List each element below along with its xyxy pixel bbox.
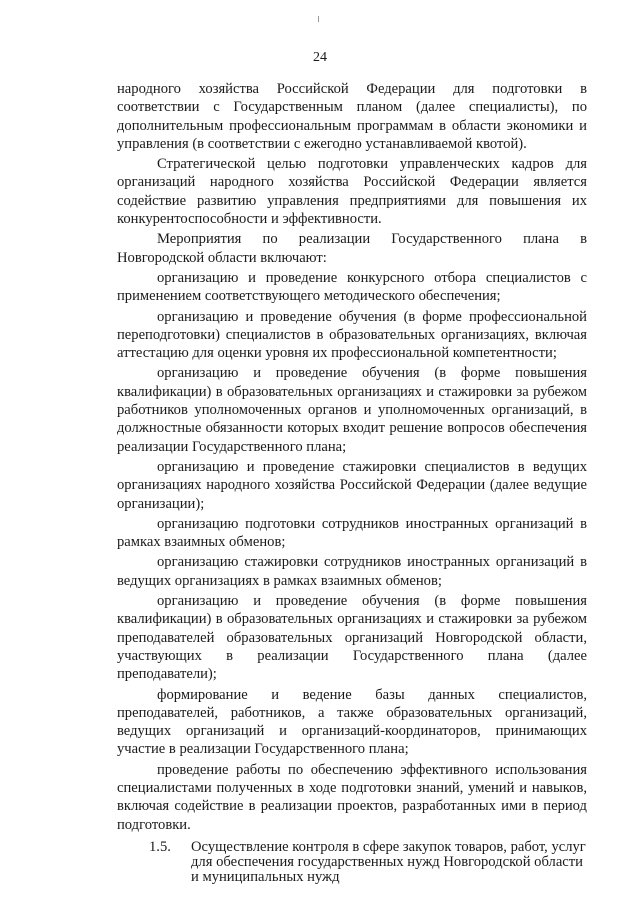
paragraph: Мероприятия по реализации Государственного плана в Новгородской области включают: (117, 231, 587, 266)
scan-mark (318, 16, 319, 22)
section-number: 1.5. (149, 838, 171, 855)
list-item: формирование и ведение базы данных специалистов, преподавателей, работников, а также образовательных организаций, ведущих организаций и организаций-координаторов, принимающих участие в реализации Государственного плана; (117, 686, 587, 758)
body-text (117, 80, 587, 885)
paragraph: Стратегической целью подготовки управленческих кадров для организаций народного хозяйства Российской Федерации является содействие развитию управления предприятиями для повышения их конкурентоспособности и эффективности. (117, 156, 587, 228)
section-heading (117, 840, 587, 885)
list-item: организацию и проведение конкурсного отбора специалистов с применением соответствующего методического обеспечения; (117, 269, 587, 305)
list-item: организацию и проведение обучения (в форме повышения квалификации) в образовательных организациях и стажировки за рубежом преподавателей образовательных организаций Новгородской области, участвующих в реализации Государственного плана (далее преподаватели); (117, 593, 587, 683)
list-item: организацию стажировки сотрудников иностранных организаций в ведущих организациях в рамках взаимных обменов; (117, 554, 587, 589)
list-item: организацию и проведение обучения (в форме профессиональной переподготовки) специалистов в образовательных организациях, включая аттестацию для оценки уровня их профессиональной компетентности; (117, 308, 587, 362)
list-item: организацию и проведение стажировки специалистов в ведущих организациях народного хозяйства Российской Федерации (далее ведущие организации); (117, 458, 587, 512)
section-title: Осуществление контроля в сфере закупок товаров, работ, услуг для обеспечения государственных нужд Новгородской области и муниципальных нужд (191, 838, 586, 885)
page-number: 24 (313, 50, 327, 65)
paragraph: народного хозяйства Российской Федерации для подготовки в соответствии с Государственным планом (далее специалисты), по дополнительным профессиональным программам в области экономики и управления (в соответствии с ежегодно устанавливаемой квотой). (117, 81, 587, 152)
list-item: организацию подготовки сотрудников иностранных организаций в рамках взаимных обменов; (117, 515, 587, 551)
list-item: организацию и проведение обучения (в форме повышения квалификации) в образовательных организациях и стажировки за рубежом работников уполномоченных органов и уполномоченных организаций, в должностные обязанности которых входит решение вопросов обеспечения реализации Государственного плана; (117, 365, 587, 455)
list-item: проведение работы по обеспечению эффективного использования специалистами полученных в ходе подготовки знаний, умений и навыков, включая содействие в реализации проектов, разработанных ими в период подготовки. (117, 761, 587, 833)
